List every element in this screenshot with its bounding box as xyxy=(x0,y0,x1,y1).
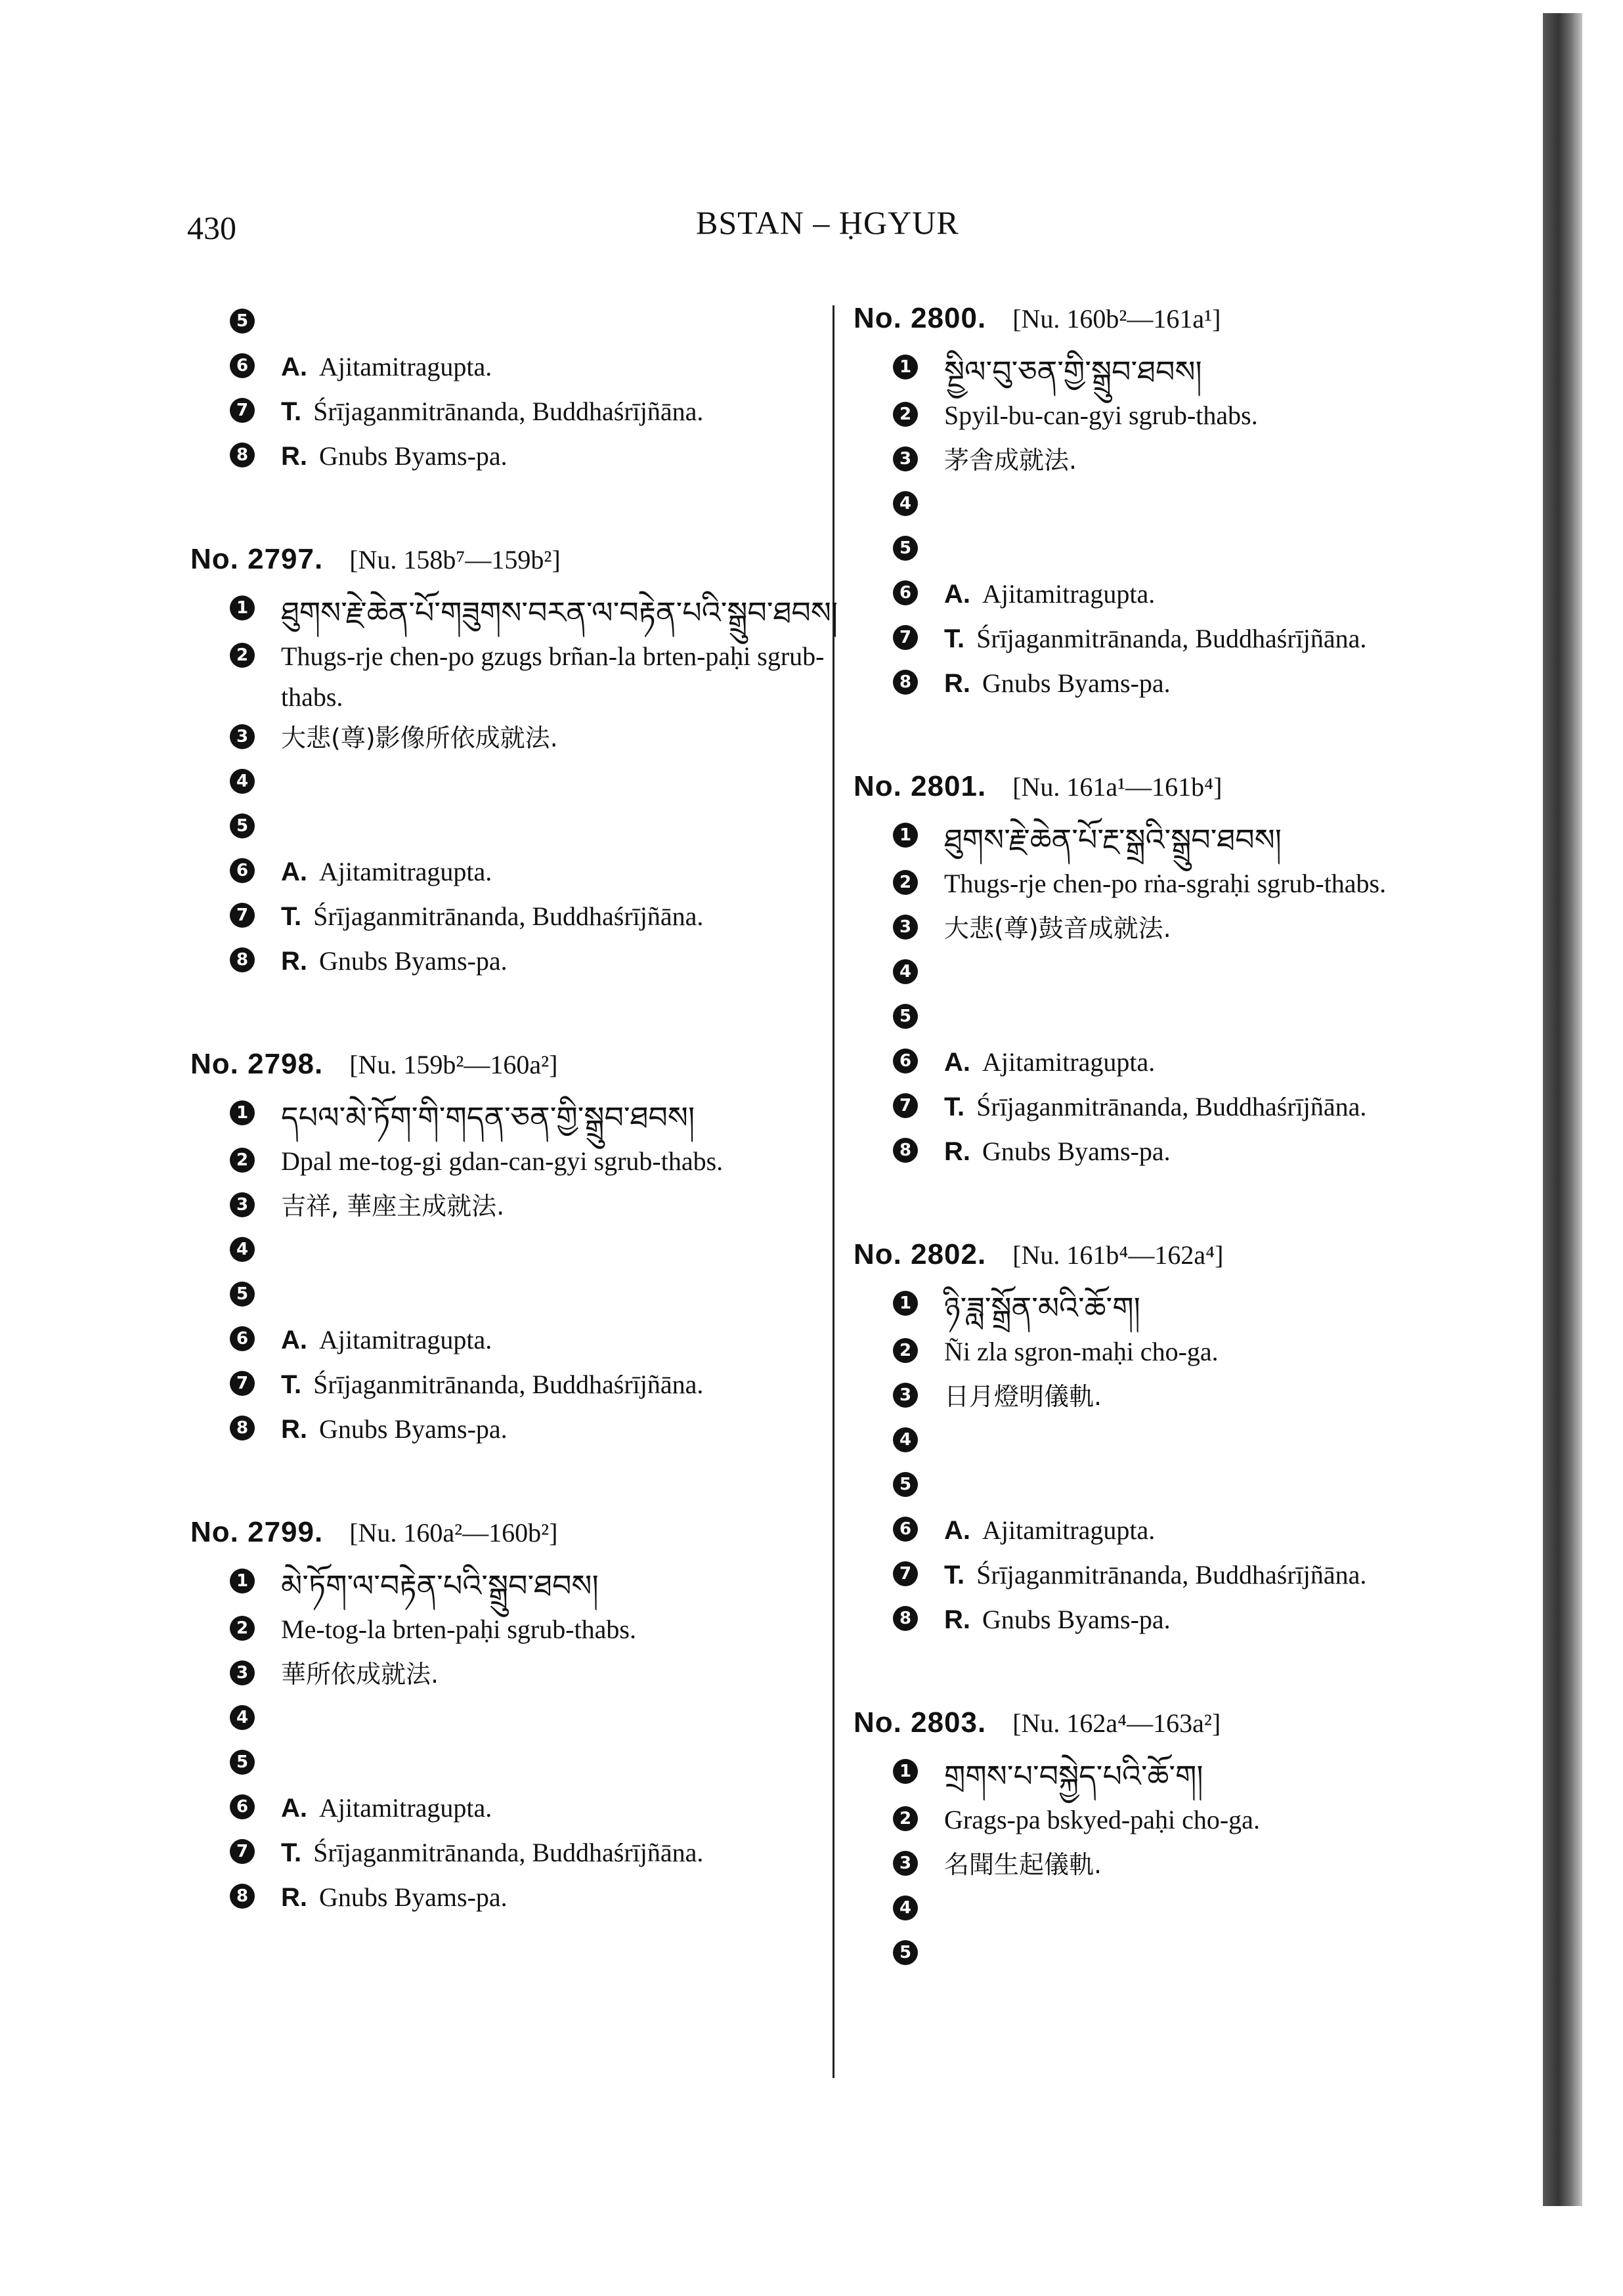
field-value: Śrījaganmitrānanda, Buddhaśrījñāna. xyxy=(976,1560,1367,1590)
field-value: Ajitamitragupta. xyxy=(982,579,1156,609)
field-text xyxy=(281,1364,703,1405)
field-value: གྲགས་པ་བསྐྱེད་པའི་ཆོ་ག། xyxy=(944,1758,1203,1794)
field-text xyxy=(944,1555,1366,1595)
entry-field xyxy=(190,391,847,436)
field-value: Ajitamitragupta. xyxy=(982,1047,1156,1077)
field-text xyxy=(944,1844,1102,1885)
entry-heading xyxy=(854,1238,1510,1271)
field-number-icon: 2 xyxy=(893,870,918,895)
field-value: Thugs-rje chen-po rṅa-sgraḥi sgrub-thabs. xyxy=(944,869,1387,898)
entry-number: No. 2803. xyxy=(854,1706,987,1739)
entry-field xyxy=(854,1465,1510,1510)
field-role: T. xyxy=(281,397,302,426)
field-number-icon: 7 xyxy=(230,398,255,423)
field-value: 大悲(尊)鼓音成就法. xyxy=(944,914,1171,943)
entry-field xyxy=(854,1510,1510,1555)
field-text xyxy=(281,718,558,758)
field-text xyxy=(281,1609,636,1650)
field-number-icon: 2 xyxy=(893,1806,918,1831)
field-role: R. xyxy=(944,669,970,698)
entry-field xyxy=(854,574,1510,618)
field-number-icon: 2 xyxy=(893,1338,918,1363)
field-role: A. xyxy=(281,353,307,381)
entry-field xyxy=(190,941,847,986)
entry-field xyxy=(190,1562,847,1609)
entry-field xyxy=(190,1743,847,1788)
field-number-icon: 5 xyxy=(893,1940,918,1965)
field-value: Ajitamitragupta. xyxy=(319,1325,492,1354)
field-number-icon: 2 xyxy=(230,643,255,668)
entry-field xyxy=(854,395,1510,440)
field-value: Ajitamitragupta. xyxy=(319,1793,492,1823)
catalog-entry xyxy=(854,1706,1510,1978)
entry-field xyxy=(854,997,1510,1042)
field-number-icon: 5 xyxy=(230,813,255,838)
field-value: སྔྱིལ་བུ་ཅན་གྱི་སྒྲུབ་ཐབས། xyxy=(944,354,1202,389)
field-role: A. xyxy=(281,1794,307,1823)
field-number-icon: 6 xyxy=(230,353,255,378)
entry-field xyxy=(854,348,1510,395)
field-number-icon: 7 xyxy=(893,625,918,650)
field-text xyxy=(281,1094,695,1141)
field-text xyxy=(944,1284,1140,1332)
entry-field xyxy=(854,953,1510,997)
field-text xyxy=(944,663,1171,704)
field-text xyxy=(281,436,508,477)
entry-heading xyxy=(854,770,1510,803)
page-edge-shadow xyxy=(1543,13,1582,2206)
field-text xyxy=(281,1141,723,1182)
field-number-icon: 1 xyxy=(893,355,918,379)
field-text xyxy=(944,1800,1260,1840)
field-number-icon: 3 xyxy=(893,1851,918,1876)
field-value: Ajitamitragupta. xyxy=(982,1515,1156,1545)
entry-field xyxy=(190,1141,847,1186)
entry-field xyxy=(854,1421,1510,1465)
entry-field xyxy=(854,1555,1510,1599)
entry-field xyxy=(190,1320,847,1364)
entry-field xyxy=(854,1131,1510,1176)
entry-reference: [Nu. 159b²—160a²] xyxy=(349,1050,558,1079)
field-text xyxy=(944,816,1282,863)
field-number-icon: 8 xyxy=(230,1884,255,1909)
field-number-icon: 4 xyxy=(230,1237,255,1262)
field-role: T. xyxy=(944,1093,965,1121)
entry-field xyxy=(854,663,1510,708)
field-value: ཐུགས་རྗེ་ཆེན་པོ་རྔ་སྒྲའི་སྒྲུབ་ཐབས། xyxy=(944,822,1282,857)
field-value: 日月燈明儀軌. xyxy=(944,1382,1102,1411)
left-column xyxy=(190,302,847,1984)
field-number-icon: 6 xyxy=(893,580,918,605)
catalog-entry xyxy=(190,1048,847,1454)
field-text xyxy=(281,589,838,636)
entry-field xyxy=(190,762,847,807)
field-role: R. xyxy=(281,442,307,471)
entry-field xyxy=(190,1094,847,1141)
field-role: A. xyxy=(281,857,307,886)
field-number-icon: 3 xyxy=(893,446,918,471)
field-value: Gnubs Byams-pa. xyxy=(319,946,508,976)
entry-field xyxy=(190,1654,847,1699)
entry-field xyxy=(190,896,847,941)
entry-field xyxy=(854,1934,1510,1978)
entry-reference: [Nu. 161a¹—161b⁴] xyxy=(1012,772,1223,802)
field-role: R. xyxy=(281,947,307,976)
field-number-icon: 1 xyxy=(893,823,918,848)
field-text xyxy=(944,395,1258,436)
entry-field xyxy=(854,1376,1510,1421)
field-value: Śrījaganmitrānanda, Buddhaśrījñāna. xyxy=(313,901,704,931)
field-number-icon: 8 xyxy=(230,1416,255,1440)
field-text xyxy=(281,1654,439,1695)
field-value: Gnubs Byams-pa. xyxy=(982,668,1171,698)
field-value: Grags-pa bskyed-paḥi cho-ga. xyxy=(944,1805,1260,1834)
entry-field xyxy=(854,1800,1510,1844)
entry-field xyxy=(854,1844,1510,1889)
field-number-icon: 3 xyxy=(230,1192,255,1217)
field-text xyxy=(944,1599,1171,1640)
field-value: Gnubs Byams-pa. xyxy=(982,1605,1171,1634)
entry-field xyxy=(190,1788,847,1832)
field-number-icon: 7 xyxy=(230,1839,255,1864)
entry-field xyxy=(854,485,1510,529)
catalog-entry xyxy=(854,1238,1510,1644)
field-value: Gnubs Byams-pa. xyxy=(319,1414,508,1444)
field-role: A. xyxy=(281,1326,307,1354)
entry-field xyxy=(854,1332,1510,1376)
field-text xyxy=(281,941,508,982)
field-number-icon: 1 xyxy=(230,1569,255,1593)
entry-field xyxy=(190,347,847,391)
entry-field xyxy=(190,1275,847,1320)
entry-reference: [Nu. 158b⁷—159b²] xyxy=(349,545,561,574)
catalog-entry xyxy=(854,770,1510,1176)
field-value: ཉི་ཟླ་སྒྲོན་མའི་ཆོ་ག། xyxy=(944,1290,1140,1326)
field-number-icon: 7 xyxy=(893,1093,918,1118)
entry-field xyxy=(190,302,847,347)
field-number-icon: 1 xyxy=(893,1291,918,1316)
field-value: Gnubs Byams-pa. xyxy=(319,1882,508,1912)
field-text xyxy=(944,1510,1155,1551)
field-text xyxy=(944,574,1155,615)
field-value: Gnubs Byams-pa. xyxy=(319,441,508,471)
entry-field xyxy=(190,1699,847,1743)
field-value: 名聞生起儀軌. xyxy=(944,1850,1102,1879)
entry-field xyxy=(190,1609,847,1654)
field-text xyxy=(944,1376,1102,1417)
entry-number: No. 2799. xyxy=(190,1516,324,1548)
entry-reference: [Nu. 160b²—161a¹] xyxy=(1012,304,1221,334)
running-head: BSTAN – ḤGYUR xyxy=(696,204,959,241)
entry-heading xyxy=(854,1706,1510,1739)
field-number-icon: 1 xyxy=(230,596,255,620)
field-number-icon: 5 xyxy=(893,1004,918,1029)
field-role: R. xyxy=(281,1883,307,1912)
field-number-icon: 2 xyxy=(230,1148,255,1173)
field-number-icon: 4 xyxy=(893,1895,918,1920)
field-value: Śrījaganmitrānanda, Buddhaśrījñāna. xyxy=(976,624,1367,653)
entry-number: No. 2802. xyxy=(854,1238,987,1270)
field-number-icon: 5 xyxy=(893,1472,918,1497)
entry-heading xyxy=(190,543,847,576)
field-value: 華所依成就法. xyxy=(281,1660,439,1689)
field-number-icon: 3 xyxy=(893,915,918,940)
field-text xyxy=(281,852,492,892)
field-value: Thugs-rje chen-po gzugs brñan-la brten-paḥi sgrub-thabs. xyxy=(281,641,825,712)
field-value: Spyil-bu-can-gyi sgrub-thabs. xyxy=(944,401,1258,430)
field-text xyxy=(944,1752,1203,1800)
entry-number: No. 2797. xyxy=(190,543,324,575)
field-role: T. xyxy=(281,1370,302,1399)
field-text xyxy=(281,1562,599,1609)
field-value: Gnubs Byams-pa. xyxy=(982,1137,1171,1166)
field-number-icon: 4 xyxy=(893,959,918,984)
field-value: Me-tog-la brten-paḥi sgrub-thabs. xyxy=(281,1614,636,1644)
field-value: Śrījaganmitrānanda, Buddhaśrījñāna. xyxy=(313,1838,704,1867)
entry-reference: [Nu. 161b⁴—162a⁴] xyxy=(1012,1240,1224,1270)
entry-field xyxy=(190,1832,847,1877)
entry-field xyxy=(854,908,1510,953)
field-text xyxy=(281,391,703,432)
field-number-icon: 4 xyxy=(230,769,255,794)
field-role: T. xyxy=(944,1561,965,1590)
entry-number: No. 2798. xyxy=(190,1048,324,1080)
field-role: T. xyxy=(281,1838,302,1867)
entry-reference: [Nu. 162a⁴—163a²] xyxy=(1012,1708,1221,1738)
field-number-icon: 6 xyxy=(893,1049,918,1073)
field-number-icon: 8 xyxy=(893,1138,918,1163)
field-value: Dpal me-tog-gi gdan-can-gyi sgrub-thabs. xyxy=(281,1146,724,1176)
field-role: T. xyxy=(281,902,302,931)
entry-field xyxy=(190,636,847,718)
entry-field xyxy=(854,1889,1510,1934)
field-role: A. xyxy=(944,1516,970,1545)
field-value: མེ་ཏོག་ལ་བརྟེན་པའི་སྒྲུབ་ཐབས། xyxy=(281,1568,599,1603)
entry-field xyxy=(190,1877,847,1922)
field-number-icon: 7 xyxy=(230,1371,255,1396)
field-role: A. xyxy=(944,1048,970,1077)
field-text xyxy=(944,908,1171,949)
entry-field xyxy=(190,436,847,481)
entry-field xyxy=(854,1042,1510,1087)
field-value: Ajitamitragupta. xyxy=(319,352,492,381)
field-number-icon: 2 xyxy=(230,1616,255,1641)
field-text xyxy=(281,1409,508,1450)
page-number: 430 xyxy=(187,209,236,246)
field-value: Śrījaganmitrānanda, Buddhaśrījñāna. xyxy=(313,397,704,426)
entry-field xyxy=(854,440,1510,485)
entry-field xyxy=(190,807,847,852)
field-number-icon: 1 xyxy=(230,1100,255,1125)
field-number-icon: 6 xyxy=(230,858,255,883)
entry-field xyxy=(854,863,1510,908)
entry-field xyxy=(854,618,1510,663)
field-text xyxy=(944,348,1202,395)
field-number-icon: 3 xyxy=(230,1660,255,1685)
field-number-icon: 7 xyxy=(893,1561,918,1586)
field-number-icon: 3 xyxy=(230,724,255,749)
entry-field xyxy=(190,1186,847,1230)
field-number-icon: 8 xyxy=(893,670,918,695)
entry-heading xyxy=(190,1516,847,1549)
catalog-entry xyxy=(190,302,847,481)
field-number-icon: 4 xyxy=(230,1705,255,1730)
field-value: ཐུགས་རྗེ་ཆེན་པོ་གཟུགས་བརན་ལ་བརྟེན་པའི་སྒྲུབ་ཐབས། xyxy=(281,595,838,630)
entry-field xyxy=(190,1230,847,1275)
entry-field xyxy=(854,529,1510,574)
field-number-icon: 4 xyxy=(893,1427,918,1452)
catalog-entry xyxy=(854,302,1510,708)
field-text xyxy=(281,347,492,387)
field-number-icon: 7 xyxy=(230,903,255,928)
field-value: 茅舎成就法. xyxy=(944,446,1077,475)
field-value: 吉祥, 華座主成就法. xyxy=(281,1192,505,1221)
field-text xyxy=(944,440,1077,481)
field-number-icon: 5 xyxy=(230,309,255,334)
field-number-icon: 8 xyxy=(893,1606,918,1631)
entry-field xyxy=(854,1752,1510,1800)
field-number-icon: 5 xyxy=(230,1750,255,1775)
field-value: Ajitamitragupta. xyxy=(319,857,492,886)
field-text xyxy=(944,863,1386,904)
entry-field xyxy=(190,852,847,896)
entry-number: No. 2800. xyxy=(854,302,987,334)
field-value: Śrījaganmitrānanda, Buddhaśrījñāna. xyxy=(313,1370,704,1399)
catalog-entry xyxy=(190,543,847,986)
entry-field xyxy=(854,1087,1510,1131)
field-number-icon: 8 xyxy=(230,947,255,972)
entry-field xyxy=(854,1284,1510,1332)
field-value: 大悲(尊)影像所依成就法. xyxy=(281,724,558,752)
entry-number: No. 2801. xyxy=(854,770,987,802)
field-text xyxy=(944,1087,1366,1127)
entry-heading xyxy=(854,302,1510,335)
field-value: Śrījaganmitrānanda, Buddhaśrījñāna. xyxy=(976,1092,1367,1121)
field-text xyxy=(281,1186,504,1226)
field-number-icon: 8 xyxy=(230,443,255,467)
entry-field xyxy=(190,1364,847,1409)
field-text xyxy=(944,1332,1219,1372)
field-text xyxy=(944,1042,1155,1083)
field-number-icon: 6 xyxy=(230,1326,255,1351)
field-number-icon: 4 xyxy=(893,491,918,516)
field-text xyxy=(944,1131,1171,1172)
field-text xyxy=(281,1320,492,1360)
field-role: R. xyxy=(281,1415,307,1444)
field-number-icon: 3 xyxy=(893,1383,918,1408)
field-value: Ñi zla sgron-maḥi cho-ga. xyxy=(944,1337,1219,1366)
field-number-icon: 6 xyxy=(893,1517,918,1542)
field-role: A. xyxy=(944,580,970,609)
field-text xyxy=(281,636,847,718)
field-value: དཔལ་མེ་ཏོག་གི་གདན་ཅན་གྱི་སྒྲུབ་ཐབས། xyxy=(281,1100,695,1135)
field-text xyxy=(944,618,1366,659)
field-text xyxy=(281,896,703,937)
field-number-icon: 6 xyxy=(230,1794,255,1819)
right-column xyxy=(854,302,1510,2041)
field-text xyxy=(281,1877,508,1918)
entry-field xyxy=(854,1599,1510,1644)
catalog-entry xyxy=(190,1516,847,1922)
entry-reference: [Nu. 160a²—160b²] xyxy=(349,1518,558,1548)
field-number-icon: 1 xyxy=(893,1759,918,1784)
field-role: R. xyxy=(944,1605,970,1634)
entry-field xyxy=(190,718,847,762)
field-text xyxy=(281,1788,492,1829)
field-role: R. xyxy=(944,1137,970,1166)
entry-field xyxy=(854,816,1510,863)
field-role: T. xyxy=(944,624,965,653)
field-text xyxy=(281,1832,703,1873)
field-number-icon: 5 xyxy=(893,536,918,561)
field-number-icon: 2 xyxy=(893,402,918,427)
entry-field xyxy=(190,589,847,636)
entry-heading xyxy=(190,1048,847,1081)
field-number-icon: 5 xyxy=(230,1282,255,1307)
entry-field xyxy=(190,1409,847,1454)
